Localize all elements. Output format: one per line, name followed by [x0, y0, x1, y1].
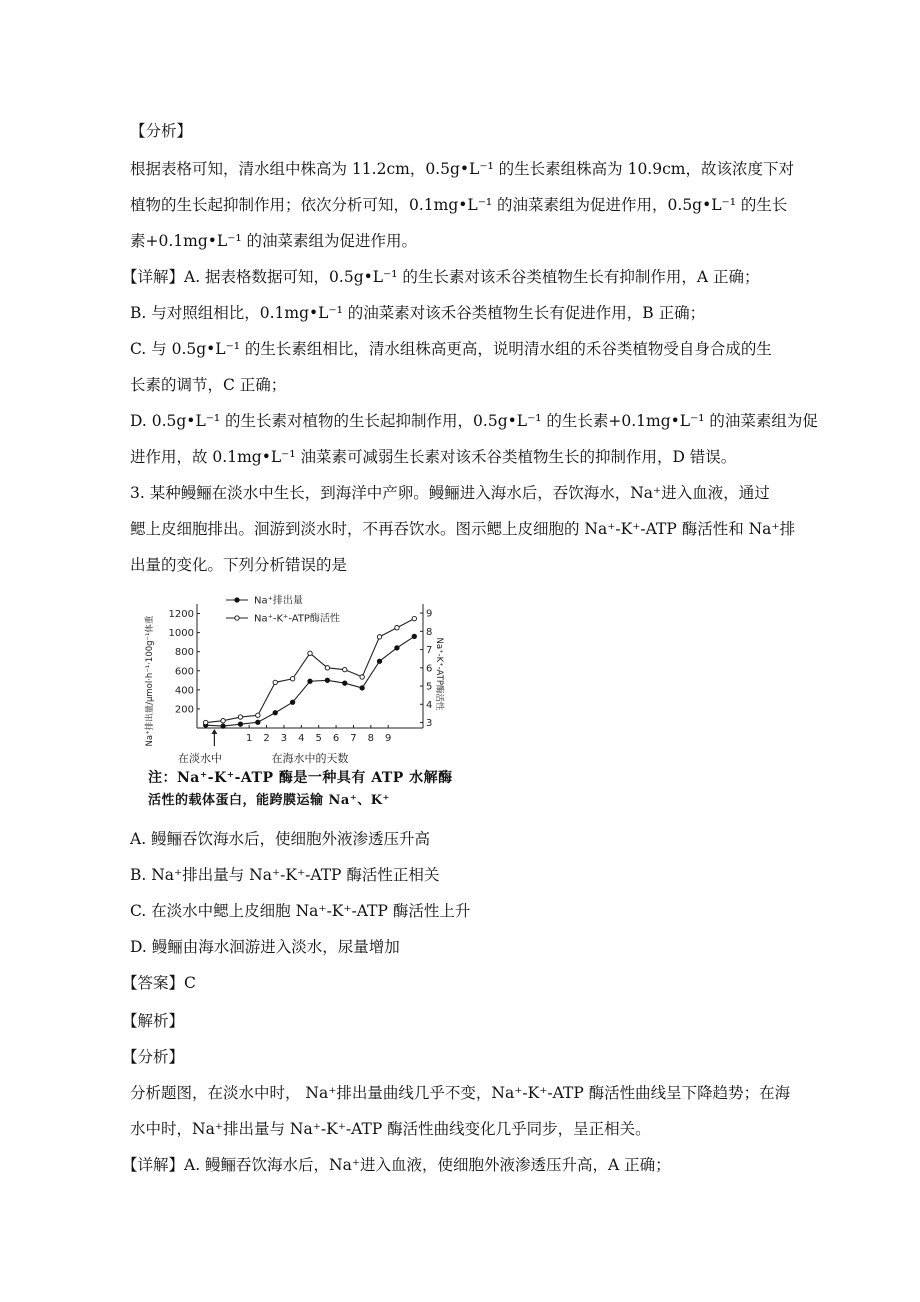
data-point — [412, 616, 416, 620]
data-point — [238, 715, 242, 719]
series-line — [206, 619, 415, 723]
data-point — [256, 720, 260, 724]
chart-note-line: 注：Na⁺-K⁺-ATP 酶是一种具有 ATP 水解酶 — [148, 770, 453, 786]
data-point — [273, 680, 277, 684]
x-axis-fresh-label: 在淡水中 — [178, 752, 222, 765]
data-point — [377, 659, 381, 663]
data-point — [256, 713, 260, 717]
chart-note-line: 活性的载体蛋白，能跨膜运输 Na⁺、K⁺ — [148, 793, 390, 808]
analysis-line: 素+0.1mg•L⁻¹ 的油菜素组为促进作用。 — [130, 232, 418, 250]
y-right-tick-label: 6 — [426, 663, 433, 675]
y-left-tick-label: 600 — [174, 666, 194, 678]
x-tick-label: 1 — [245, 733, 253, 744]
detail-line: B. 与对照组相比，0.1mg•L⁻¹ 的油菜素对该禾谷类植物生长有促进作用，B 正确； — [130, 304, 706, 322]
y-right-tick-label: 4 — [426, 699, 433, 711]
x-tick-label: 2 — [263, 733, 270, 744]
x-tick-label: 3 — [280, 733, 288, 744]
legend-label: Na⁺排出量 — [254, 595, 303, 607]
data-point — [290, 700, 294, 704]
analysis-line: 根据表格可知，清水组中株高为 11.2cm，0.5g•L⁻¹ 的生长素组株高为 10.9cm，故该浓度下对 — [130, 160, 794, 178]
data-point — [360, 686, 364, 690]
x-tick-label: 4 — [298, 733, 305, 744]
analysis-line: 分析题图，在淡水中时， Na⁺排出量曲线几乎不变，Na⁺-K⁺-ATP 酶活性曲线呈下降趋势；在海 — [130, 1084, 791, 1102]
answer: 【答案】C — [122, 974, 196, 992]
x-tick-label: 9 — [385, 733, 392, 744]
data-point — [325, 678, 329, 682]
y-left-tick-label: 400 — [174, 685, 194, 697]
data-point — [325, 666, 329, 670]
detail-line: 进作用，故 0.1mg•L⁻¹ 油菜素可减弱生长素对该禾谷类植物生长的抑制作用，D 错误。 — [130, 448, 737, 466]
chart-figure — [140, 586, 453, 821]
data-point — [395, 626, 399, 630]
data-point — [360, 675, 364, 679]
x-tick-label: 6 — [332, 733, 340, 744]
data-point — [343, 681, 347, 685]
analysis-line: 水中时，Na⁺排出量与 Na⁺-K⁺-ATP 酶活性曲线变化几乎同步，呈正相关。 — [130, 1120, 651, 1138]
data-point — [273, 711, 277, 715]
detail-line: D. 0.5g•L⁻¹ 的生长素对植物的生长起抑制作用，0.5g•L⁻¹ 的生长素+0.1mg•L⁻¹ 的油菜素组为促 — [130, 412, 818, 430]
data-point — [290, 677, 294, 681]
detail-line: 长素的调节，C 正确； — [130, 376, 287, 394]
y-right-tick-label: 8 — [426, 626, 433, 638]
option-b: B. Na⁺排出量与 Na⁺-K⁺-ATP 酶活性正相关 — [130, 866, 440, 884]
y-axis-right-label: Na⁺-K⁺-ATP酶活性 — [434, 637, 444, 711]
detail-line: C. 与 0.5g•L⁻¹ 的生长素组相比，清水组株高更高，说明清水组的禾谷类植物受自身合成的生 — [130, 340, 772, 358]
y-right-tick-label: 9 — [426, 608, 433, 620]
line-chart — [140, 586, 444, 766]
data-point — [238, 722, 242, 726]
data-point — [308, 651, 312, 655]
analysis-line: 植物的生长起抑制作用；依次分析可知，0.1mg•L⁻¹ 的油菜素组为促进作用，0.5g•L⁻¹ 的生长 — [130, 196, 788, 214]
question-line: 鳃上皮细胞排出。洄游到淡水时，不再吞饮水。图示鳃上皮细胞的 Na⁺-K⁺-ATP 酶活性和 Na⁺排 — [130, 520, 796, 538]
data-point — [221, 719, 225, 723]
y-left-tick-label: 800 — [174, 647, 194, 659]
data-point — [377, 635, 381, 639]
data-point — [308, 679, 312, 683]
legend-marker — [235, 598, 239, 602]
x-tick-label: 8 — [367, 733, 375, 744]
legend-label: Na⁺-K⁺-ATP酶活性 — [254, 613, 340, 625]
legend-marker — [235, 616, 239, 620]
explanation-heading: 【解析】 — [122, 1012, 185, 1030]
analysis-heading: 【分析】 — [130, 122, 193, 140]
y-left-tick-label: 200 — [174, 704, 194, 716]
y-right-tick-label: 3 — [426, 718, 433, 730]
data-point — [221, 724, 225, 728]
question-line: 3. 某种鳗鲡在淡水中生长，到海洋中产卵。鳗鲡进入海水后，吞饮海水，Na⁺进入血液，通过 — [130, 484, 770, 502]
y-right-tick-label: 7 — [426, 645, 433, 657]
data-point — [395, 646, 399, 650]
option-d: D. 鳗鲡由海水洄游进入淡水，尿量增加 — [130, 938, 400, 956]
y-right-tick-label: 5 — [426, 681, 433, 693]
x-axis-sea-label: 在海水中的天数 — [271, 752, 349, 765]
question-line: 出量的变化。下列分析错误的是 — [130, 556, 348, 574]
analysis-heading: 【分析】 — [122, 1048, 185, 1066]
data-point — [412, 634, 416, 638]
y-left-tick-label: 1200 — [168, 609, 194, 621]
option-c: C. 在淡水中鳃上皮细胞 Na⁺-K⁺-ATP 酶活性上升 — [130, 902, 471, 920]
x-tick-label: 5 — [315, 733, 322, 744]
y-axis-left-label: Na⁺排出量/μmol·h⁻¹·100g⁻¹体重 — [145, 615, 155, 747]
y-left-tick-label: 1000 — [168, 628, 194, 640]
data-point — [343, 667, 347, 671]
option-a: A. 鳗鲡吞饮海水后，使细胞外液渗透压升高 — [130, 830, 431, 848]
freshwater-arrow-head — [211, 729, 217, 734]
data-point — [203, 720, 207, 724]
x-tick-label: 7 — [350, 733, 357, 744]
detail-line: 【详解】A. 据表格数据可知，0.5g•L⁻¹ 的生长素对该禾谷类植物生长有抑制作用，A 正确； — [122, 268, 760, 286]
detail-line: 【详解】A. 鳗鲡吞饮海水后，Na⁺进入血液，使细胞外液渗透压升高，A 正确； — [122, 1156, 671, 1174]
